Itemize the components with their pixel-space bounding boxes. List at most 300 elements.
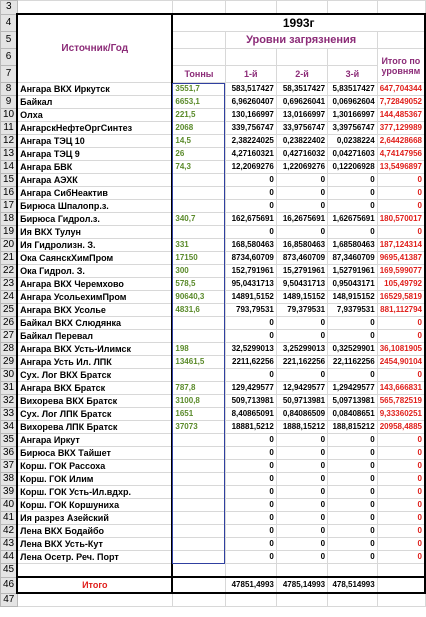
source-name-cell[interactable]: Ока Гидрол. З. <box>17 265 172 278</box>
cell[interactable] <box>276 1 327 15</box>
level2-cell[interactable]: 0,84086509 <box>276 408 327 421</box>
row-header[interactable]: 16 <box>1 187 18 200</box>
total-cell[interactable]: 4,74147956 <box>377 148 425 161</box>
level3-cell[interactable]: 0,06962604 <box>328 96 378 109</box>
level3-cell[interactable]: 1,30166997 <box>328 109 378 122</box>
source-name-cell[interactable]: Ангара ВКХ Усть-Илимск <box>17 343 172 356</box>
level1-cell[interactable]: 0 <box>225 486 276 499</box>
row-header[interactable]: 47 <box>1 593 18 607</box>
source-name-cell[interactable]: Байкал Перевал <box>17 330 172 343</box>
level3-cell[interactable]: 0,0238224 <box>328 135 378 148</box>
cell[interactable] <box>172 577 225 593</box>
level1-cell[interactable]: 2211,62256 <box>225 356 276 369</box>
totals-level2[interactable]: 4785,14993 <box>276 577 327 593</box>
tons-cell[interactable]: 90640,3 <box>172 291 225 304</box>
cell[interactable] <box>328 49 378 66</box>
row-header[interactable]: 35 <box>1 434 18 447</box>
row-header[interactable]: 3 <box>1 1 18 15</box>
level1-cell[interactable]: 95,0431713 <box>225 278 276 291</box>
source-name-cell[interactable]: Олха <box>17 109 172 122</box>
source-name-cell[interactable]: Лена Осетр. Реч. Порт <box>17 551 172 564</box>
level3-header[interactable]: 3-й <box>328 66 378 83</box>
tons-cell[interactable] <box>172 460 225 473</box>
source-name-cell[interactable]: Байкал <box>17 96 172 109</box>
total-cell[interactable]: 565,782519 <box>377 395 425 408</box>
cell[interactable] <box>17 593 172 607</box>
level2-cell[interactable]: 58,3517427 <box>276 83 327 96</box>
level2-cell[interactable]: 15,2791961 <box>276 265 327 278</box>
total-cell[interactable]: 0 <box>377 473 425 486</box>
row-header[interactable]: 45 <box>1 564 18 578</box>
tons-cell[interactable]: 2068 <box>172 122 225 135</box>
tons-cell[interactable]: 3100,8 <box>172 395 225 408</box>
total-cell[interactable]: 0 <box>377 460 425 473</box>
source-name-cell[interactable]: Бирюса Шпалопр.з. <box>17 200 172 213</box>
level3-cell[interactable]: 0 <box>328 525 378 538</box>
tons-cell[interactable] <box>172 317 225 330</box>
total-cell[interactable]: 881,112794 <box>377 304 425 317</box>
row-header[interactable]: 38 <box>1 473 18 486</box>
source-name-cell[interactable]: Ангара ТЭЦ 10 <box>17 135 172 148</box>
row-header[interactable]: 34 <box>1 421 18 434</box>
level1-cell[interactable]: 0 <box>225 434 276 447</box>
tons-cell[interactable] <box>172 447 225 460</box>
level1-cell[interactable]: 152,791961 <box>225 265 276 278</box>
row-header[interactable]: 39 <box>1 486 18 499</box>
row-header[interactable]: 36 <box>1 447 18 460</box>
level3-cell[interactable]: 0 <box>328 538 378 551</box>
level2-cell[interactable]: 0 <box>276 486 327 499</box>
total-cell[interactable]: 0 <box>377 187 425 200</box>
total-cell[interactable]: 0 <box>377 486 425 499</box>
row-header[interactable]: 40 <box>1 499 18 512</box>
total-cell[interactable]: 13,5496897 <box>377 161 425 174</box>
level3-cell[interactable]: 1,29429577 <box>328 382 378 395</box>
year-header[interactable]: 1993г <box>172 14 425 32</box>
level3-cell[interactable]: 7,9379531 <box>328 304 378 317</box>
level3-cell[interactable]: 5,09713981 <box>328 395 378 408</box>
level1-cell[interactable]: 0 <box>225 447 276 460</box>
cell[interactable] <box>17 564 172 578</box>
source-header[interactable]: Источник/Год <box>17 14 172 83</box>
level2-cell[interactable]: 0,23822402 <box>276 135 327 148</box>
source-name-cell[interactable]: Бирюса ВКХ Тайшет <box>17 447 172 460</box>
level2-cell[interactable]: 873,460709 <box>276 252 327 265</box>
source-name-cell[interactable]: Байкал ВКХ Слюдянка <box>17 317 172 330</box>
row-header[interactable]: 6 <box>1 49 18 66</box>
level2-cell[interactable]: 0,69626041 <box>276 96 327 109</box>
row-header[interactable]: 9 <box>1 96 18 109</box>
total-cell[interactable]: 647,704344 <box>377 83 425 96</box>
total-cell[interactable]: 2,64428668 <box>377 135 425 148</box>
tons-cell[interactable]: 331 <box>172 239 225 252</box>
tons-cell[interactable]: 3551,7 <box>172 83 225 96</box>
level2-cell[interactable]: 0 <box>276 447 327 460</box>
level1-cell[interactable]: 12,2069276 <box>225 161 276 174</box>
row-header[interactable]: 27 <box>1 330 18 343</box>
row-header[interactable]: 24 <box>1 291 18 304</box>
level1-cell[interactable]: 8734,60709 <box>225 252 276 265</box>
cell[interactable] <box>172 1 225 15</box>
level3-cell[interactable]: 0 <box>328 174 378 187</box>
level1-cell[interactable]: 0 <box>225 512 276 525</box>
level2-cell[interactable]: 16,8580463 <box>276 239 327 252</box>
cell[interactable] <box>328 593 378 607</box>
tons-cell[interactable]: 14,5 <box>172 135 225 148</box>
cell[interactable] <box>377 32 425 49</box>
cell[interactable] <box>377 593 425 607</box>
row-header[interactable]: 11 <box>1 122 18 135</box>
cell[interactable] <box>172 49 225 66</box>
level1-cell[interactable]: 14891,5152 <box>225 291 276 304</box>
level3-cell[interactable]: 0 <box>328 486 378 499</box>
total-cell[interactable]: 377,129989 <box>377 122 425 135</box>
level1-cell[interactable]: 0 <box>225 174 276 187</box>
source-name-cell[interactable]: Ия ВКХ Тулун <box>17 226 172 239</box>
level2-cell[interactable]: 33,9756747 <box>276 122 327 135</box>
total-cell[interactable]: 0 <box>377 200 425 213</box>
level1-cell[interactable]: 129,429577 <box>225 382 276 395</box>
level1-cell[interactable]: 8,40865091 <box>225 408 276 421</box>
level1-cell[interactable]: 583,517427 <box>225 83 276 96</box>
level3-cell[interactable]: 0 <box>328 512 378 525</box>
level2-cell[interactable]: 0 <box>276 512 327 525</box>
level2-cell[interactable]: 221,162256 <box>276 356 327 369</box>
row-header[interactable]: 29 <box>1 356 18 369</box>
tons-cell[interactable] <box>172 512 225 525</box>
level3-cell[interactable]: 0 <box>328 499 378 512</box>
cell[interactable] <box>172 593 225 607</box>
source-name-cell[interactable]: Ангара Усть Ил. ЛПК <box>17 356 172 369</box>
row-header[interactable]: 7 <box>1 66 18 83</box>
level1-cell[interactable]: 130,166997 <box>225 109 276 122</box>
tons-cell[interactable]: 198 <box>172 343 225 356</box>
level2-cell[interactable]: 0 <box>276 187 327 200</box>
level3-cell[interactable]: 148,915152 <box>328 291 378 304</box>
tons-cell[interactable]: 13461,5 <box>172 356 225 369</box>
level2-cell[interactable]: 13,0166997 <box>276 109 327 122</box>
row-header[interactable]: 32 <box>1 395 18 408</box>
level2-cell[interactable]: 9,50431713 <box>276 278 327 291</box>
row-header[interactable]: 12 <box>1 135 18 148</box>
total-by-levels-header[interactable]: Итого по уровням <box>377 49 425 83</box>
cell[interactable] <box>377 1 425 15</box>
total-cell[interactable]: 144,485367 <box>377 109 425 122</box>
level1-cell[interactable]: 0 <box>225 551 276 564</box>
row-header[interactable]: 42 <box>1 525 18 538</box>
total-cell[interactable]: 2454,90104 <box>377 356 425 369</box>
total-cell[interactable]: 0 <box>377 525 425 538</box>
cell[interactable] <box>225 49 276 66</box>
total-cell[interactable]: 16529,5819 <box>377 291 425 304</box>
level3-cell[interactable]: 1,52791961 <box>328 265 378 278</box>
level2-cell[interactable]: 12,9429577 <box>276 382 327 395</box>
total-cell[interactable]: 0 <box>377 434 425 447</box>
level2-cell[interactable]: 79,379531 <box>276 304 327 317</box>
source-name-cell[interactable]: Вихорева ВКХ Братск <box>17 395 172 408</box>
source-name-cell[interactable]: Лена ВКХ Бодайбо <box>17 525 172 538</box>
total-cell[interactable]: 169,599077 <box>377 265 425 278</box>
tons-cell[interactable] <box>172 174 225 187</box>
cell[interactable] <box>328 564 378 578</box>
source-name-cell[interactable]: Корш. ГОК Рассоха <box>17 460 172 473</box>
level1-cell[interactable]: 0 <box>225 538 276 551</box>
total-cell[interactable]: 0 <box>377 226 425 239</box>
level2-header[interactable]: 2-й <box>276 66 327 83</box>
level3-cell[interactable]: 0 <box>328 226 378 239</box>
source-name-cell[interactable]: Сух. Лог ВКХ Братск <box>17 369 172 382</box>
tons-cell[interactable]: 6653,1 <box>172 96 225 109</box>
row-header[interactable]: 4 <box>1 14 18 32</box>
row-header[interactable]: 15 <box>1 174 18 187</box>
tons-cell[interactable] <box>172 187 225 200</box>
level2-cell[interactable]: 0 <box>276 434 327 447</box>
source-name-cell[interactable]: Ангара ВКХ Черемхово <box>17 278 172 291</box>
row-header[interactable]: 30 <box>1 369 18 382</box>
total-cell[interactable]: 36,1081905 <box>377 343 425 356</box>
tons-cell[interactable]: 26 <box>172 148 225 161</box>
source-name-cell[interactable]: Ангара ТЭЦ 9 <box>17 148 172 161</box>
level2-cell[interactable]: 1,22069276 <box>276 161 327 174</box>
row-header[interactable]: 13 <box>1 148 18 161</box>
level3-cell[interactable]: 0 <box>328 460 378 473</box>
cell[interactable] <box>377 577 425 593</box>
level3-cell[interactable]: 0 <box>328 551 378 564</box>
tons-cell[interactable]: 4831,6 <box>172 304 225 317</box>
level2-cell[interactable]: 0 <box>276 473 327 486</box>
total-cell[interactable]: 0 <box>377 330 425 343</box>
tons-cell[interactable] <box>172 551 225 564</box>
total-cell[interactable]: 9695,41387 <box>377 252 425 265</box>
tons-cell[interactable]: 787,8 <box>172 382 225 395</box>
source-name-cell[interactable]: Ия Гидролизн. З. <box>17 239 172 252</box>
total-cell[interactable]: 105,49792 <box>377 278 425 291</box>
levels-header[interactable]: Уровни загрязнения <box>225 32 377 49</box>
total-cell[interactable]: 20958,4885 <box>377 421 425 434</box>
source-name-cell[interactable]: Лена ВКХ Усть-Кут <box>17 538 172 551</box>
row-header[interactable]: 5 <box>1 32 18 49</box>
level2-cell[interactable]: 0 <box>276 538 327 551</box>
level1-cell[interactable]: 0 <box>225 525 276 538</box>
level3-cell[interactable]: 22,1162256 <box>328 356 378 369</box>
tons-cell[interactable] <box>172 473 225 486</box>
row-header[interactable]: 20 <box>1 239 18 252</box>
row-header[interactable]: 22 <box>1 265 18 278</box>
cell[interactable] <box>172 32 225 49</box>
level3-cell[interactable]: 0,95043171 <box>328 278 378 291</box>
tons-cell[interactable]: 340,7 <box>172 213 225 226</box>
cell[interactable] <box>276 564 327 578</box>
tons-cell[interactable]: 1651 <box>172 408 225 421</box>
cell[interactable] <box>328 1 378 15</box>
level2-cell[interactable]: 0,42716032 <box>276 148 327 161</box>
tons-cell[interactable]: 37073 <box>172 421 225 434</box>
level3-cell[interactable]: 0 <box>328 200 378 213</box>
source-name-cell[interactable]: Сух. Лог ЛПК Братск <box>17 408 172 421</box>
level1-cell[interactable]: 0 <box>225 330 276 343</box>
cell[interactable] <box>225 564 276 578</box>
cell[interactable] <box>225 1 276 15</box>
tons-header[interactable]: Тонны <box>172 66 225 83</box>
source-name-cell[interactable]: Ангара СибНеактив <box>17 187 172 200</box>
total-cell[interactable]: 0 <box>377 317 425 330</box>
level3-cell[interactable]: 0,04271603 <box>328 148 378 161</box>
tons-cell[interactable]: 74,3 <box>172 161 225 174</box>
level2-cell[interactable]: 0 <box>276 200 327 213</box>
level1-cell[interactable]: 0 <box>225 200 276 213</box>
total-cell[interactable]: 180,570017 <box>377 213 425 226</box>
level3-cell[interactable]: 0,32529901 <box>328 343 378 356</box>
tons-cell[interactable] <box>172 538 225 551</box>
row-header[interactable]: 31 <box>1 382 18 395</box>
source-name-cell[interactable]: Корш. ГОК Коршуниха <box>17 499 172 512</box>
row-header[interactable]: 21 <box>1 252 18 265</box>
level3-cell[interactable]: 5,83517427 <box>328 83 378 96</box>
tons-cell[interactable]: 578,5 <box>172 278 225 291</box>
row-header[interactable]: 43 <box>1 538 18 551</box>
tons-cell[interactable] <box>172 434 225 447</box>
level2-cell[interactable]: 0 <box>276 330 327 343</box>
tons-cell[interactable] <box>172 200 225 213</box>
source-name-cell[interactable]: Ангара ВКХ Усолье <box>17 304 172 317</box>
level3-cell[interactable]: 0 <box>328 330 378 343</box>
level1-cell[interactable]: 162,675691 <box>225 213 276 226</box>
source-name-cell[interactable]: Ангара АЭХК <box>17 174 172 187</box>
level3-cell[interactable]: 0,12206928 <box>328 161 378 174</box>
level2-cell[interactable]: 0 <box>276 226 327 239</box>
total-cell[interactable]: 0 <box>377 551 425 564</box>
tons-cell[interactable]: 17150 <box>172 252 225 265</box>
source-name-cell[interactable]: Ангара ВКХ Иркутск <box>17 83 172 96</box>
level2-cell[interactable]: 1489,15152 <box>276 291 327 304</box>
level1-cell[interactable]: 0 <box>225 187 276 200</box>
level2-cell[interactable]: 3,25299013 <box>276 343 327 356</box>
total-cell[interactable]: 143,666831 <box>377 382 425 395</box>
level2-cell[interactable]: 0 <box>276 317 327 330</box>
totals-level3[interactable]: 478,514993 <box>328 577 378 593</box>
source-name-cell[interactable]: Ия разрез Азейский <box>17 512 172 525</box>
tons-cell[interactable] <box>172 486 225 499</box>
row-header[interactable]: 44 <box>1 551 18 564</box>
level1-cell[interactable]: 6,96260407 <box>225 96 276 109</box>
row-header[interactable]: 37 <box>1 460 18 473</box>
level2-cell[interactable]: 50,9713981 <box>276 395 327 408</box>
totals-level1[interactable]: 47851,4993 <box>225 577 276 593</box>
level1-cell[interactable]: 509,713981 <box>225 395 276 408</box>
level1-cell[interactable]: 4,27160321 <box>225 148 276 161</box>
level1-cell[interactable]: 0 <box>225 499 276 512</box>
tons-cell[interactable]: 300 <box>172 265 225 278</box>
total-cell[interactable]: 7,72849052 <box>377 96 425 109</box>
total-cell[interactable]: 0 <box>377 447 425 460</box>
total-cell[interactable]: 9,33360251 <box>377 408 425 421</box>
level1-cell[interactable]: 0 <box>225 226 276 239</box>
level1-cell[interactable]: 793,79531 <box>225 304 276 317</box>
level2-cell[interactable]: 0 <box>276 499 327 512</box>
row-header[interactable]: 8 <box>1 83 18 96</box>
level3-cell[interactable]: 0 <box>328 317 378 330</box>
level3-cell[interactable]: 0 <box>328 434 378 447</box>
total-cell[interactable]: 0 <box>377 538 425 551</box>
level3-cell[interactable]: 0,08408651 <box>328 408 378 421</box>
level1-cell[interactable]: 0 <box>225 473 276 486</box>
level1-cell[interactable]: 0 <box>225 369 276 382</box>
level1-cell[interactable]: 339,756747 <box>225 122 276 135</box>
source-name-cell[interactable]: Вихорева ЛПК Братск <box>17 421 172 434</box>
total-cell[interactable]: 0 <box>377 174 425 187</box>
source-name-cell[interactable]: Корш. ГОК Усть-Ил.вдхр. <box>17 486 172 499</box>
cell[interactable] <box>172 564 225 578</box>
cell[interactable] <box>377 564 425 578</box>
row-header[interactable]: 14 <box>1 161 18 174</box>
totals-label[interactable]: Итого <box>17 577 172 593</box>
level2-cell[interactable]: 0 <box>276 369 327 382</box>
source-name-cell[interactable]: Ока СаянскХимПром <box>17 252 172 265</box>
level3-cell[interactable]: 87,3460709 <box>328 252 378 265</box>
row-header[interactable]: 18 <box>1 213 18 226</box>
row-header[interactable]: 23 <box>1 278 18 291</box>
row-header[interactable]: 25 <box>1 304 18 317</box>
row-header[interactable]: 28 <box>1 343 18 356</box>
row-header[interactable]: 41 <box>1 512 18 525</box>
level3-cell[interactable]: 1,68580463 <box>328 239 378 252</box>
level3-cell[interactable]: 0 <box>328 473 378 486</box>
level3-cell[interactable]: 0 <box>328 447 378 460</box>
cell[interactable] <box>276 49 327 66</box>
level3-cell[interactable]: 0 <box>328 187 378 200</box>
cell[interactable] <box>225 593 276 607</box>
level1-cell[interactable]: 2,38224025 <box>225 135 276 148</box>
level1-cell[interactable]: 168,580463 <box>225 239 276 252</box>
source-name-cell[interactable]: АнгарскНефтеОргСинтез <box>17 122 172 135</box>
row-header[interactable]: 33 <box>1 408 18 421</box>
level1-cell[interactable]: 0 <box>225 317 276 330</box>
row-header[interactable]: 17 <box>1 200 18 213</box>
row-header[interactable]: 19 <box>1 226 18 239</box>
level3-cell[interactable]: 0 <box>328 369 378 382</box>
level1-cell[interactable]: 18881,5212 <box>225 421 276 434</box>
level2-cell[interactable]: 0 <box>276 551 327 564</box>
tons-cell[interactable]: 221,5 <box>172 109 225 122</box>
total-cell[interactable]: 0 <box>377 369 425 382</box>
row-header[interactable]: 10 <box>1 109 18 122</box>
level2-cell[interactable]: 0 <box>276 174 327 187</box>
level2-cell[interactable]: 16,2675691 <box>276 213 327 226</box>
tons-cell[interactable] <box>172 525 225 538</box>
tons-cell[interactable] <box>172 330 225 343</box>
cell[interactable] <box>17 1 172 15</box>
row-header[interactable]: 46 <box>1 577 18 593</box>
source-name-cell[interactable]: Корш. ГОК Илим <box>17 473 172 486</box>
tons-cell[interactable] <box>172 226 225 239</box>
source-name-cell[interactable]: Ангара Иркут <box>17 434 172 447</box>
level3-cell[interactable]: 1,62675691 <box>328 213 378 226</box>
level1-cell[interactable]: 0 <box>225 460 276 473</box>
level2-cell[interactable]: 0 <box>276 525 327 538</box>
row-header[interactable]: 26 <box>1 317 18 330</box>
tons-cell[interactable] <box>172 499 225 512</box>
source-name-cell[interactable]: Бирюса Гидрол.з. <box>17 213 172 226</box>
source-name-cell[interactable]: Ангара ВКХ Братск <box>17 382 172 395</box>
level1-header[interactable]: 1-й <box>225 66 276 83</box>
cell[interactable] <box>276 593 327 607</box>
total-cell[interactable]: 0 <box>377 512 425 525</box>
level2-cell[interactable]: 0 <box>276 460 327 473</box>
total-cell[interactable]: 187,124314 <box>377 239 425 252</box>
level3-cell[interactable]: 188,815212 <box>328 421 378 434</box>
level2-cell[interactable]: 1888,15212 <box>276 421 327 434</box>
source-name-cell[interactable]: Ангара УсольехимПром <box>17 291 172 304</box>
